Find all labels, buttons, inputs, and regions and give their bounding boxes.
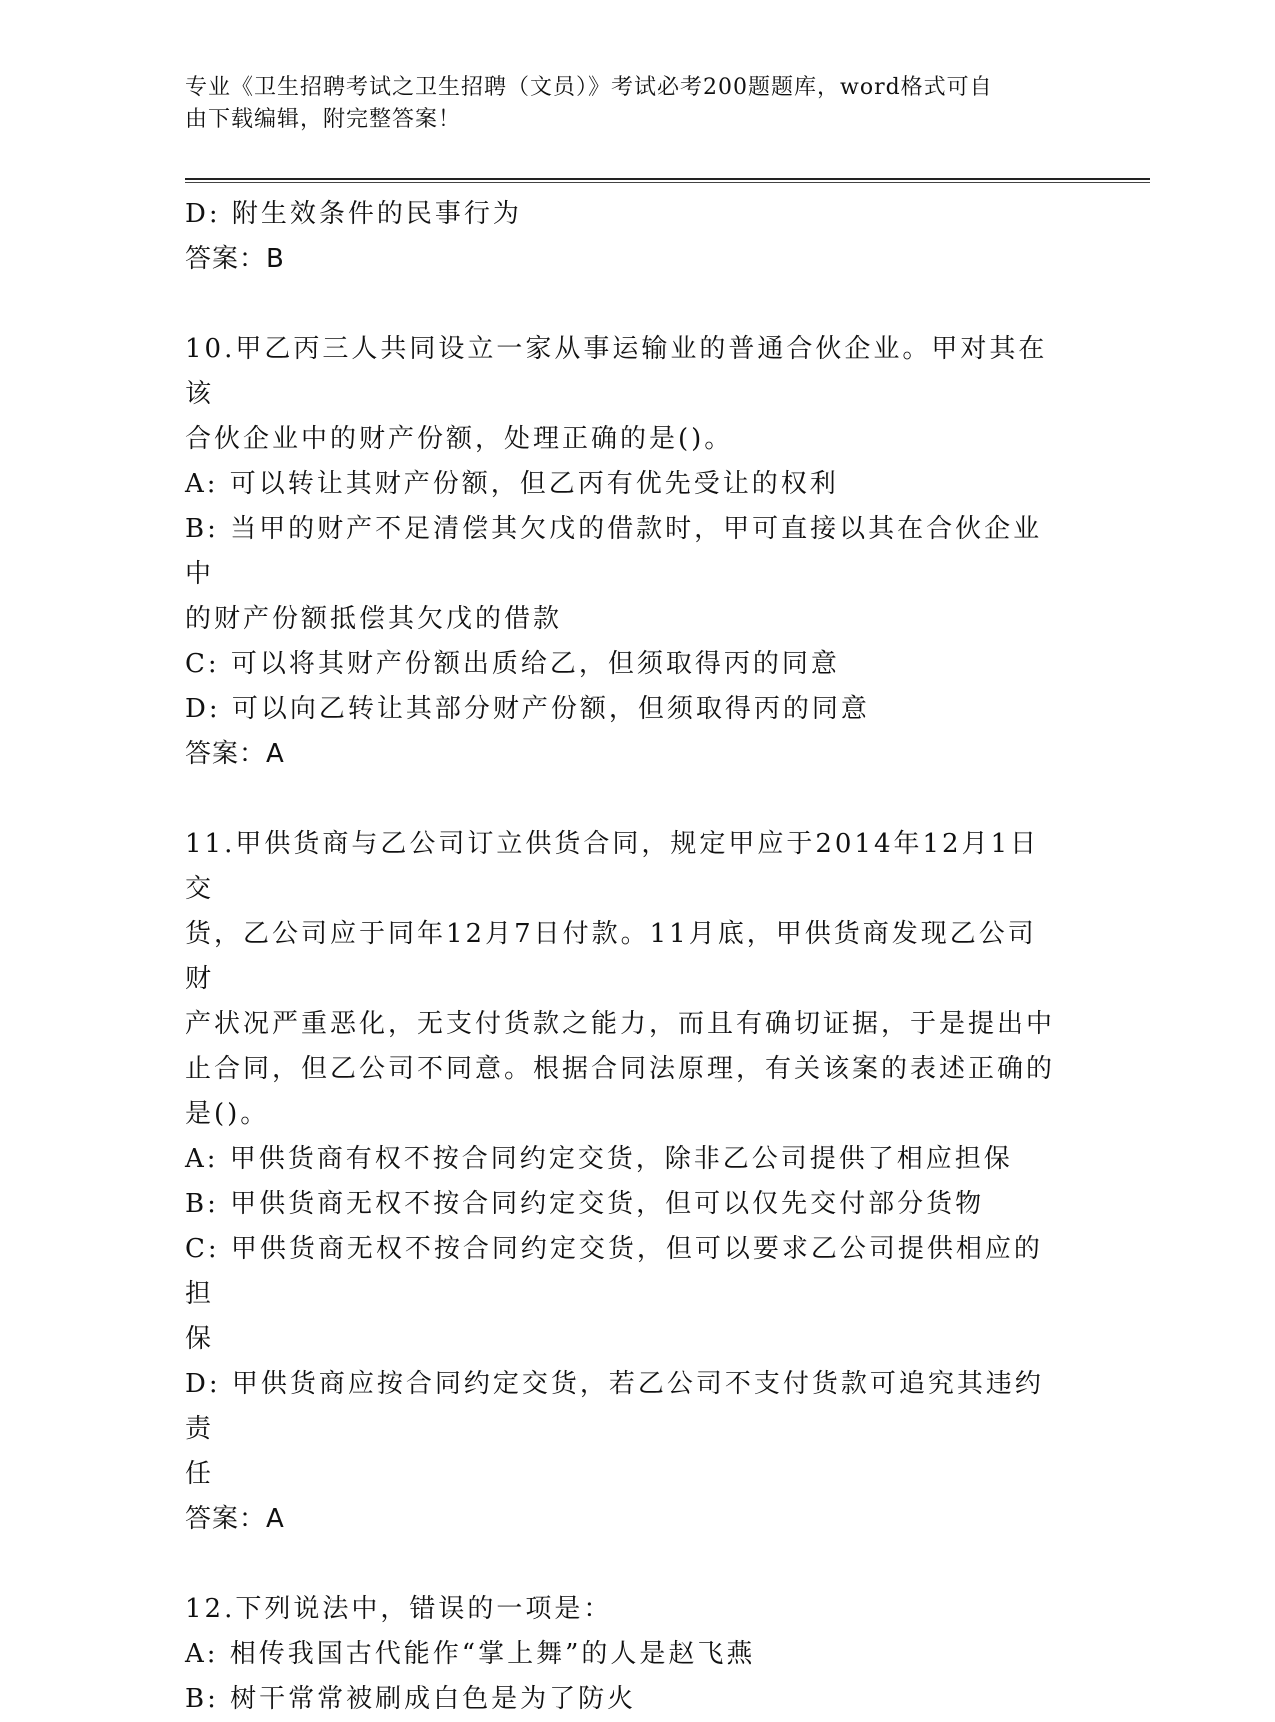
option-a: A: 相传我国古代能作“掌上舞”的人是赵飞燕 [185, 1639, 756, 1669]
answer-line: 答案：B [185, 244, 285, 274]
question-stem: 合伙企业中的财产份额，处理正确的是()。 [185, 424, 734, 454]
question-stem: 10.甲乙丙三人共同设立一家从事运输业的普通合伙企业。甲对其在该 [185, 334, 1048, 409]
header-line-2: 由下载编辑，附完整答案！ [185, 107, 462, 132]
answer-line: 答案：A [185, 739, 285, 769]
question-stem: 止合同，但乙公司不同意。根据合同法原理，有关该案的表述正确的 [185, 1054, 1056, 1084]
option-b: B: 甲供货商无权不按合同约定交货，但可以仅先交付部分货物 [185, 1189, 985, 1219]
question-stem: 是()。 [185, 1099, 270, 1129]
header-rule-thin [185, 182, 1150, 183]
option-b: B: 当甲的财产不足清偿其欠戊的借款时，甲可直接以其在合伙企业中 [185, 514, 1043, 589]
option-a: A: 甲供货商有权不按合同约定交货，除非乙公司提供了相应担保 [185, 1144, 1013, 1174]
question-stem: 货，乙公司应于同年12月7日付款。11月底，甲供货商发现乙公司财 [185, 919, 1037, 994]
previous-question-tail [185, 192, 1065, 282]
option-a: A: 可以转让其财产份额，但乙丙有优先受让的权利 [185, 469, 839, 499]
option-d: D: 甲供货商应按合同约定交货，若乙公司不支付货款可追究其违约责 [185, 1369, 1044, 1444]
question-stem: 产状况严重恶化，无支付货款之能力，而且有确切证据，于是提出中 [185, 1009, 1056, 1039]
question-10 [185, 327, 1065, 777]
question-stem: 11.甲供货商与乙公司订立供货合同，规定甲应于2014年12月1日交 [185, 829, 1040, 904]
option-d: D: 可以向乙转让其部分财产份额，但须取得丙的同意 [185, 694, 870, 724]
option-b: B: 树干常常被刷成白色是为了防火 [185, 1684, 637, 1714]
option-b-continued: 的财产份额抵偿其欠戊的借款 [185, 604, 563, 634]
spacer [185, 282, 1065, 327]
question-12 [185, 1587, 1065, 1722]
question-11 [185, 822, 1065, 1542]
spacer [185, 1542, 1065, 1587]
option-d: D: 附生效条件的民事行为 [185, 199, 522, 229]
question-body [185, 192, 1065, 1722]
spacer [185, 777, 1065, 822]
option-d-continued: 任 [185, 1459, 215, 1489]
header-line-1: 专业《卫生招聘考试之卫生招聘（文员）》考试必考200题题库，word格式可自 [185, 75, 993, 100]
option-c: C: 甲供货商无权不按合同约定交货，但可以要求乙公司提供相应的担 [185, 1234, 1043, 1309]
document-header [185, 72, 1065, 136]
question-stem: 12.下列说法中，错误的一项是： [185, 1594, 613, 1624]
option-c: C: 可以将其财产份额出质给乙，但须取得丙的同意 [185, 649, 840, 679]
option-c-continued: 保 [185, 1324, 215, 1354]
header-rule-thick [185, 178, 1150, 180]
answer-line: 答案：A [185, 1504, 285, 1534]
